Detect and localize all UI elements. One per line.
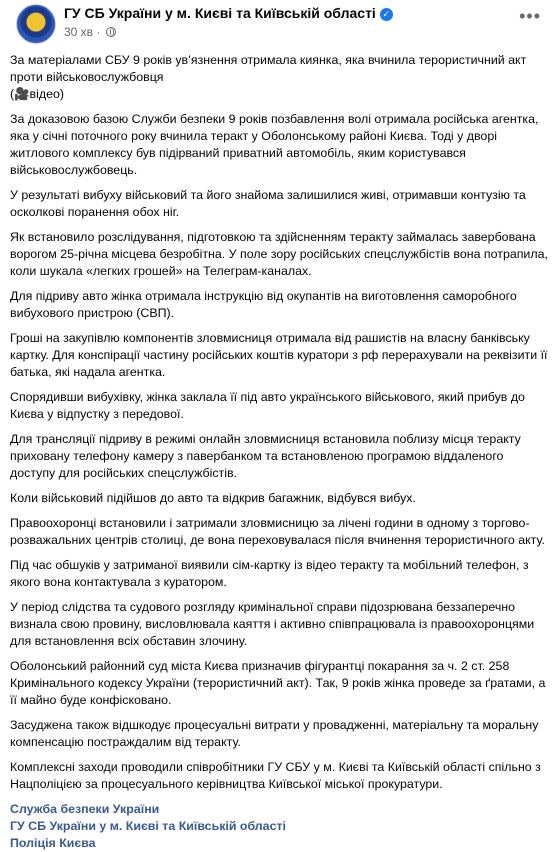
post-paragraph: За матеріалами СБУ 9 років ув’язнення отримала киянка, яка вчинила терористичний акт проти військовослужбовця (10, 53, 527, 84)
post-paragraph: У період слідства та судового розгляду кримінальної справи підозрювана беззаперечно визнала свою провину, висловлювала каяття і активно співпрацювала із правоохоронцями для встановлення всіх обставин злочину. (10, 600, 535, 648)
post-paragraph: Оболонський районний суд міста Києва призначив фігурантці покарання за ч. 2 ст. 258 Кримінального кодексу України (терористичний акт). Так, 9 років жінка проведе за ґратами, а її майно буде конфісковано. (10, 659, 546, 707)
tag-link-police-kyiv[interactable]: Поліція Києва (10, 836, 96, 850)
tag-link-sbu-kyiv[interactable]: ГУ СБ України у м. Києві та Київській області (10, 819, 286, 833)
post-paragraph: Спорядивши вибухівку, жінка заклала її під авто українського військового, який прибув до Києва у відпустку з передової. (10, 390, 525, 421)
post-paragraph: За доказовою базою Служби безпеки 9 років позбавлення волі отримала російська агентка, яка у січні поточного року вчинила теракт у Оболонському районі Києва. Тоді у дворі житлового комплексу був підірваний приватний автомобіль, яким користувався військовослужбовець. (10, 112, 539, 177)
globe-icon[interactable] (106, 27, 116, 37)
post-paragraph: Як встановило розслідування, підготовкою та здійсненням теракту займалась завербована ворогом 25-річна місцева безробітна. У поле зору російських спецслужбістів вона потрапила, коли шукала «легких грошей» на Телеграм-каналах. (10, 230, 548, 278)
post-header (8, 0, 551, 46)
post-paragraph: (🎥відео) (10, 87, 65, 101)
post-author-name[interactable]: ГУ СБ України у м. Києві та Київській області (64, 5, 376, 21)
post-paragraph: Засуджена також відшкодує процесуальні витрати у провадженні, матеріальну та моральну компенсацію постраждалим від теракту. (10, 718, 539, 749)
post-paragraph: Гроші на закупівлю компонентів зловмисниця отримала від рашистів на власну банківську картку. Для конспірації частину російських коштів куратори з рф перерахували на реквізити її батька, які надала агентка. (10, 331, 548, 379)
post-paragraph: У результаті вибуху військовий та його знайома залишилися живі, отримавши контузію та осколкові поранення обох ніг. (10, 188, 526, 219)
post-paragraph: Для підриву авто жінка отримала інструкцію від окупантів на виготовлення саморобного вибухового пристрою (СВП). (10, 289, 517, 320)
post-time[interactable]: 30 хв (64, 25, 94, 39)
more-options-icon[interactable]: ••• (519, 6, 541, 26)
post-meta (64, 25, 116, 39)
page-avatar[interactable] (16, 4, 56, 44)
post-paragraph: Для трансляції підриву в режимі онлайн зловмисниця встановила поблизу місця теракту приховану телефону камеру з павербанком та встановленою програмою віддаленого доступу для російських спецслужбістів. (10, 432, 521, 480)
tag-list (10, 801, 549, 852)
post-body (8, 46, 551, 852)
post-paragraph: Під час обшуків у затриманої виявили сім-картку із відео теракту та мобільний телефон, з якого вона контактувала з куратором. (10, 558, 529, 589)
tag-link-sbu[interactable]: Служба безпеки України (10, 802, 160, 816)
post-author[interactable] (64, 5, 393, 21)
post-paragraph: Комплексні заходи проводили співробітники ГУ СБУ у м. Києві та Київській області спільно з Нацполіцією за процесуального керівництва Київської міської прокуратури. (10, 760, 541, 791)
verified-badge-icon: ✓ (380, 8, 393, 21)
post-paragraph: Коли військовий підійшов до авто та відкрив багажник, відбувся вибух. (10, 491, 416, 505)
post-paragraph: Правоохоронці встановили і затримали зловмисницю за лічені години в одному з торгово-розважальних центрів столиці, де вона переховувалася після вчинення терористичного акту. (10, 516, 545, 547)
meta-separator: · (96, 25, 101, 39)
